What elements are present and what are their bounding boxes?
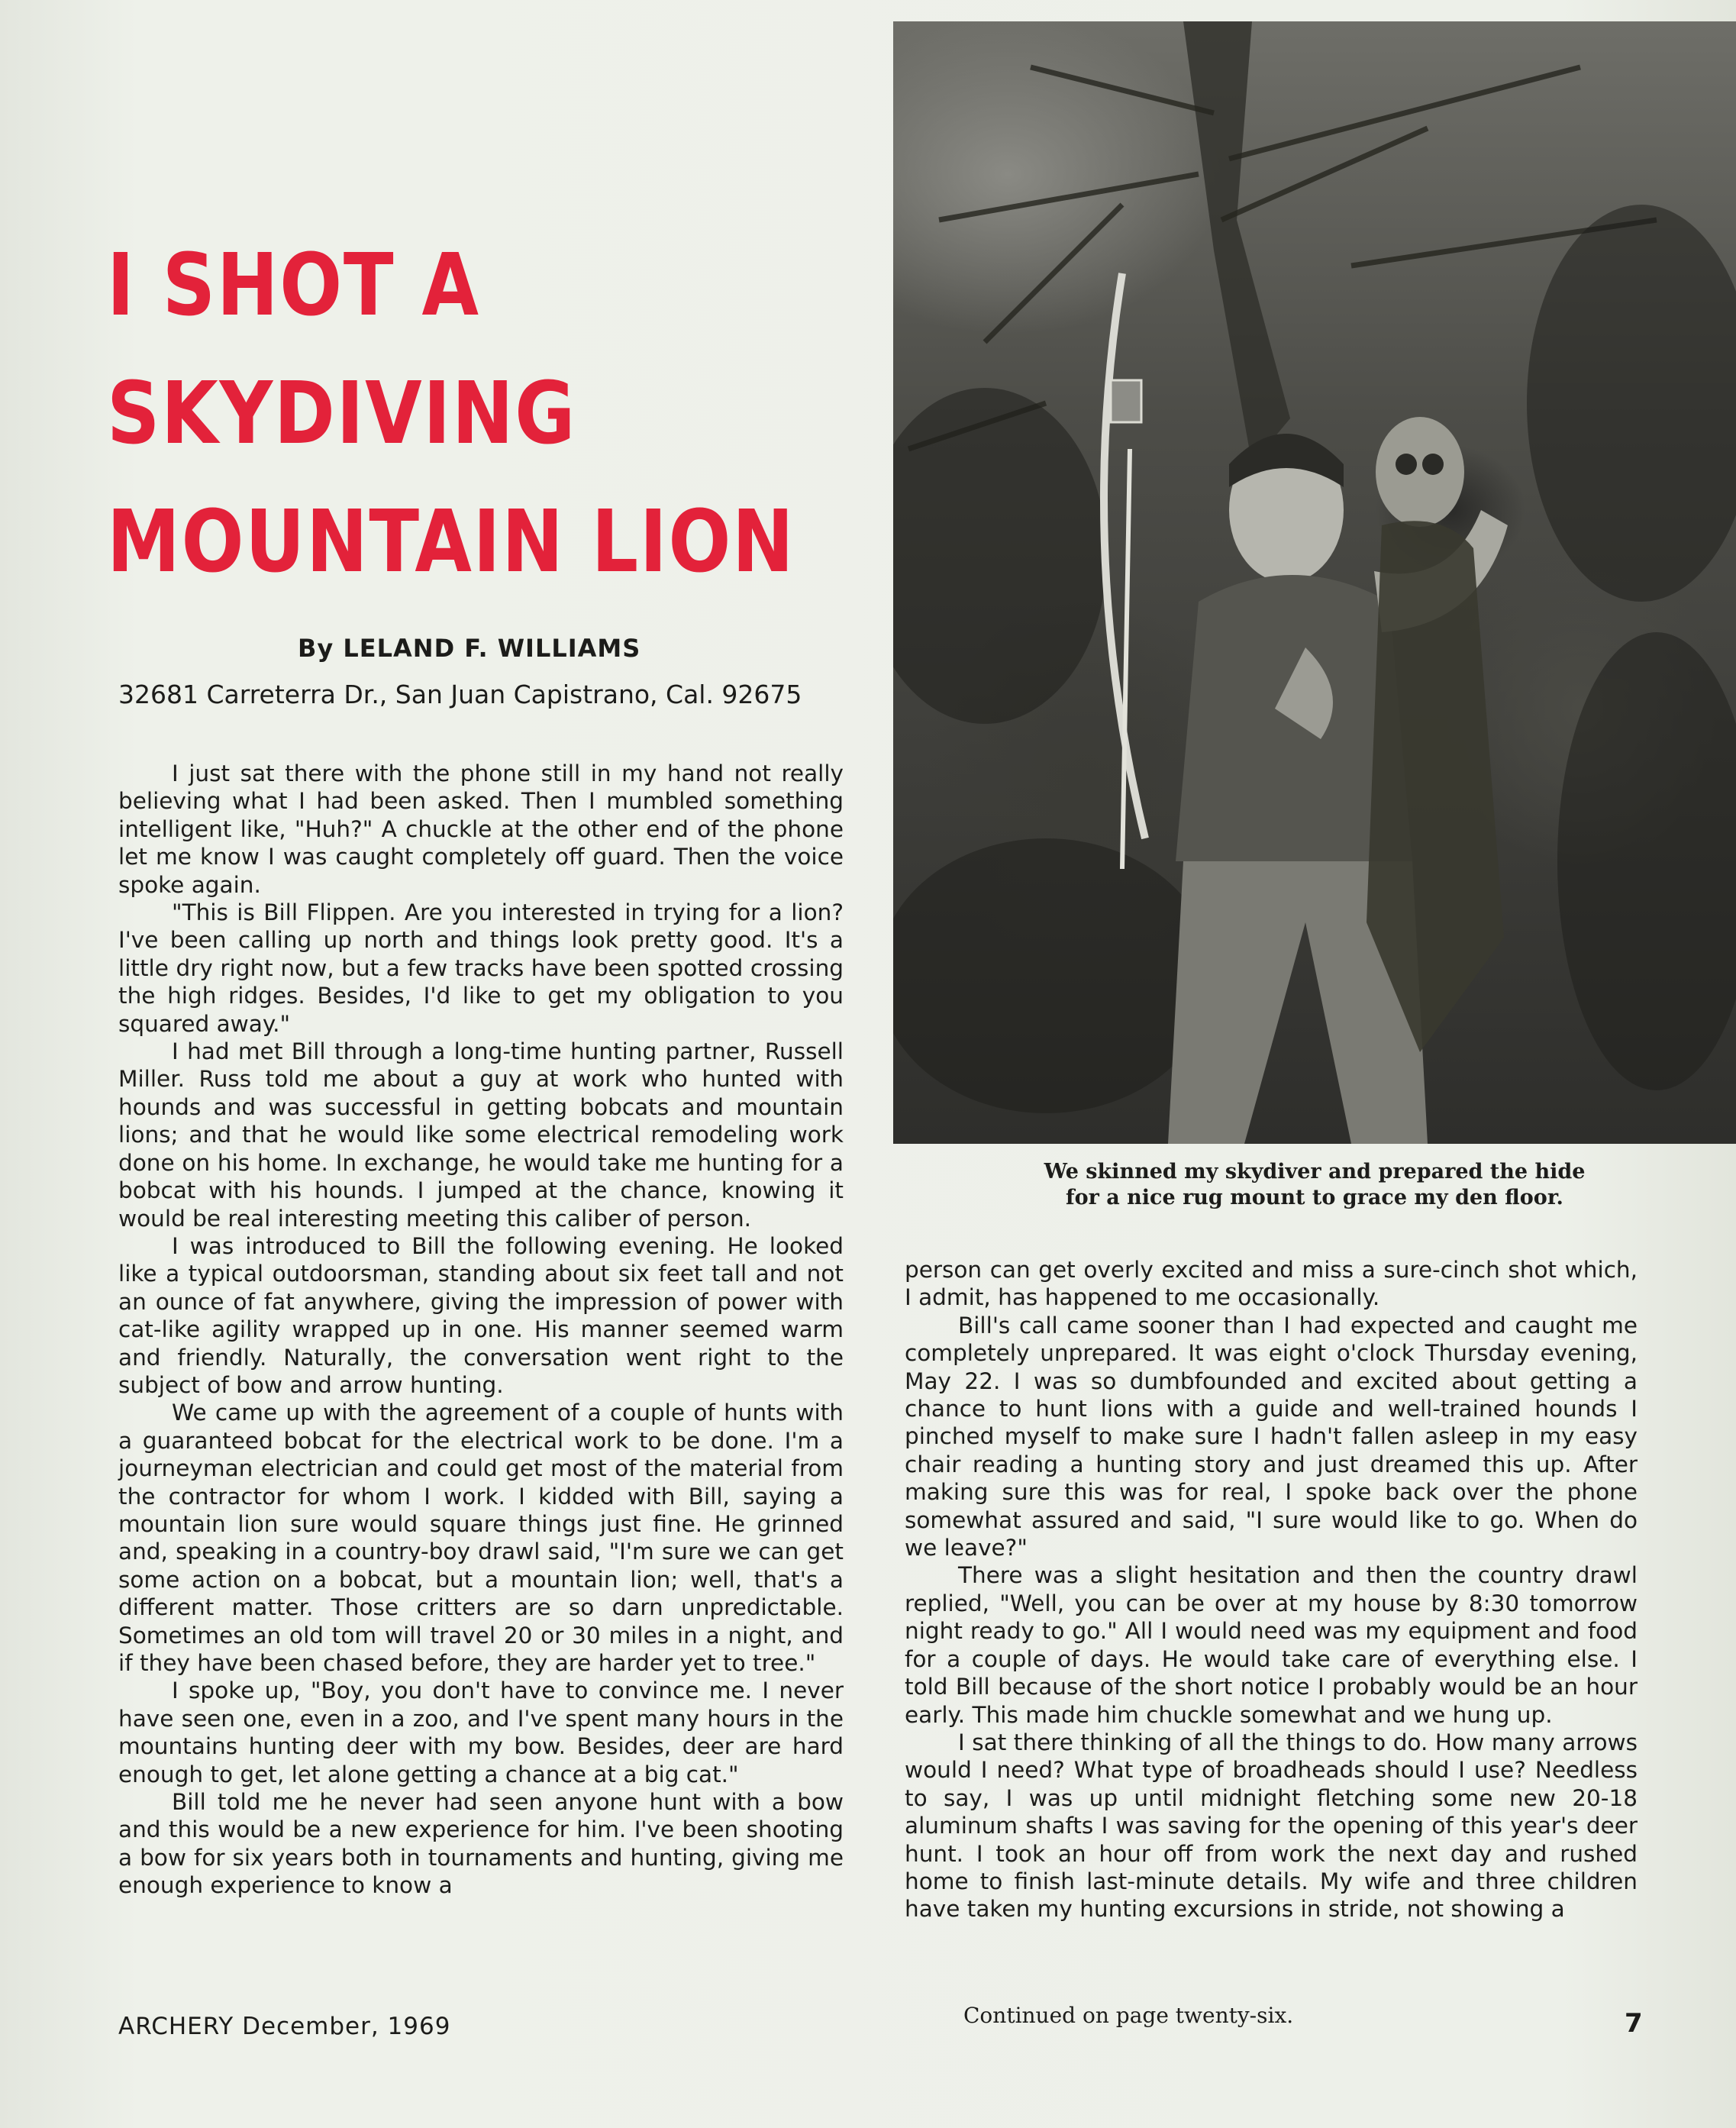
photo-caption bbox=[893, 1159, 1736, 1211]
page-number: 7 bbox=[1625, 2008, 1643, 2039]
paragraph: I sat there thinking of all the things to do. How many arrows would I need? What type of broadheads should I use? Needless to say, I was up until midnight fletching some new 20-18 aluminum shafts I was saving for the opening of this year's deer hunt. I took an hour off from work the next day and rushed home to finish last-minute details. My wife and three children have taken my hunting excursions in stride, not showing a bbox=[905, 1729, 1638, 1923]
continued-note: Continued on page twenty-six. bbox=[963, 2003, 1294, 2028]
hunter-photo bbox=[893, 21, 1736, 1144]
paragraph: I just sat there with the phone still in my hand not really believing what I had been asked. Then I mumbled something intelligent like, "Huh?" A chuckle at the other end of the phone let me know I was caught completely off guard. Then the voice spoke again. bbox=[118, 760, 844, 898]
paragraph: "This is Bill Flippen. Are you interested in trying for a lion? I've been calling up north and things look pretty good. It's a little dry right now, but a few tracks have been spotted crossing the high ridges. Besides, I'd like to get my obligation to you squared away." bbox=[118, 899, 844, 1037]
byline: By LELAND F. WILLIAMS bbox=[298, 634, 641, 663]
caption-line-1: We skinned my skydiver and prepared the hide bbox=[1044, 1160, 1586, 1183]
headline-line-2: SKYDIVING bbox=[107, 364, 577, 463]
author-address: 32681 Carreterra Dr., San Juan Capistrano, Cal. 92675 bbox=[118, 680, 802, 709]
headline-line-1: I SHOT A bbox=[107, 236, 480, 335]
paragraph: I had met Bill through a long-time hunting partner, Russell Miller. Russ told me about a guy at work who hunted with hounds and was successful in getting bobcats and mountain lions; and that he would like some electrical remodeling work done on his home. In exchange, he would take me hunting for a bobcat with his hounds. I jumped at the chance, knowing it would be real interesting meeting this caliber of person. bbox=[118, 1038, 844, 1232]
paragraph: We came up with the agreement of a couple of hunts with a guaranteed bobcat for the electrical work to be done. I'm a journeyman electrician and could get most of the material from the contractor for whom I work. I kidded with Bill, saying a mountain lion sure would square things just fine. He grinned and, speaking in a country-boy drawl said, "I'm sure we can get some action on a bobcat, but a mountain lion; well, that's a different matter. Those critters are so darn unpredictable. Sometimes an old tom will travel 20 or 30 miles in a night, and if they have been chased before, they are harder yet to tree." bbox=[118, 1400, 844, 1676]
headline-line-3: MOUNTAIN LION bbox=[107, 492, 795, 592]
caption-line-2: for a nice rug mount to grace my den floor. bbox=[1066, 1186, 1563, 1209]
paragraph: There was a slight hesitation and then the country drawl replied, "Well, you can be over at my house by 8:30 tomorrow night ready to go." All I would need was my equipment and food for a couple of days. He would take care of everything else. I told Bill because of the short notice I probably would be an hour early. This made him chuckle somewhat and we hung up. bbox=[905, 1562, 1638, 1728]
paragraph: person can get overly excited and miss a sure-cinch shot which, I admit, has happened to me occasionally. bbox=[905, 1257, 1638, 1311]
article-column-1 bbox=[118, 760, 844, 1900]
paragraph: I was introduced to Bill the following evening. He looked like a typical outdoorsman, standing about six feet tall and not an ounce of fat anywhere, giving the impression of power with cat-like agility wrapped up in one. His manner seemed warm and friendly. Naturally, the conversation went right to the subject of bow and arrow hunting. bbox=[118, 1232, 844, 1398]
paragraph: I spoke up, "Boy, you don't have to convince me. I never have seen one, even in a zoo, and I've spent many hours in the mountains hunting deer with my bow. Besides, deer are hard enough to get, let alone getting a chance at a big cat." bbox=[118, 1678, 844, 1787]
article-headline bbox=[107, 221, 795, 606]
photo-illustration bbox=[893, 21, 1736, 1144]
article-column-2 bbox=[905, 1256, 1638, 1923]
paragraph: Bill told me he never had seen anyone hunt with a bow and this would be a new experience for him. I've been shooting a bow for six years both in tournaments and hunting, giving me enough experience to know a bbox=[118, 1789, 844, 1899]
magazine-footer: ARCHERY December, 1969 bbox=[118, 2013, 451, 2040]
paragraph: Bill's call came sooner than I had expected and caught me completely unprepared. It was eight o'clock Thursday evening, May 22. I was so dumbfounded and excited about getting a chance to hunt lions with a guide and well-trained hounds I pinched myself to make sure I hadn't fallen asleep in my easy chair reading a hunting story and just dreamed this up. After making sure this was for real, I spoke back over the phone somewhat assured and said, "I sure would like to go. When do we leave?" bbox=[905, 1312, 1638, 1561]
